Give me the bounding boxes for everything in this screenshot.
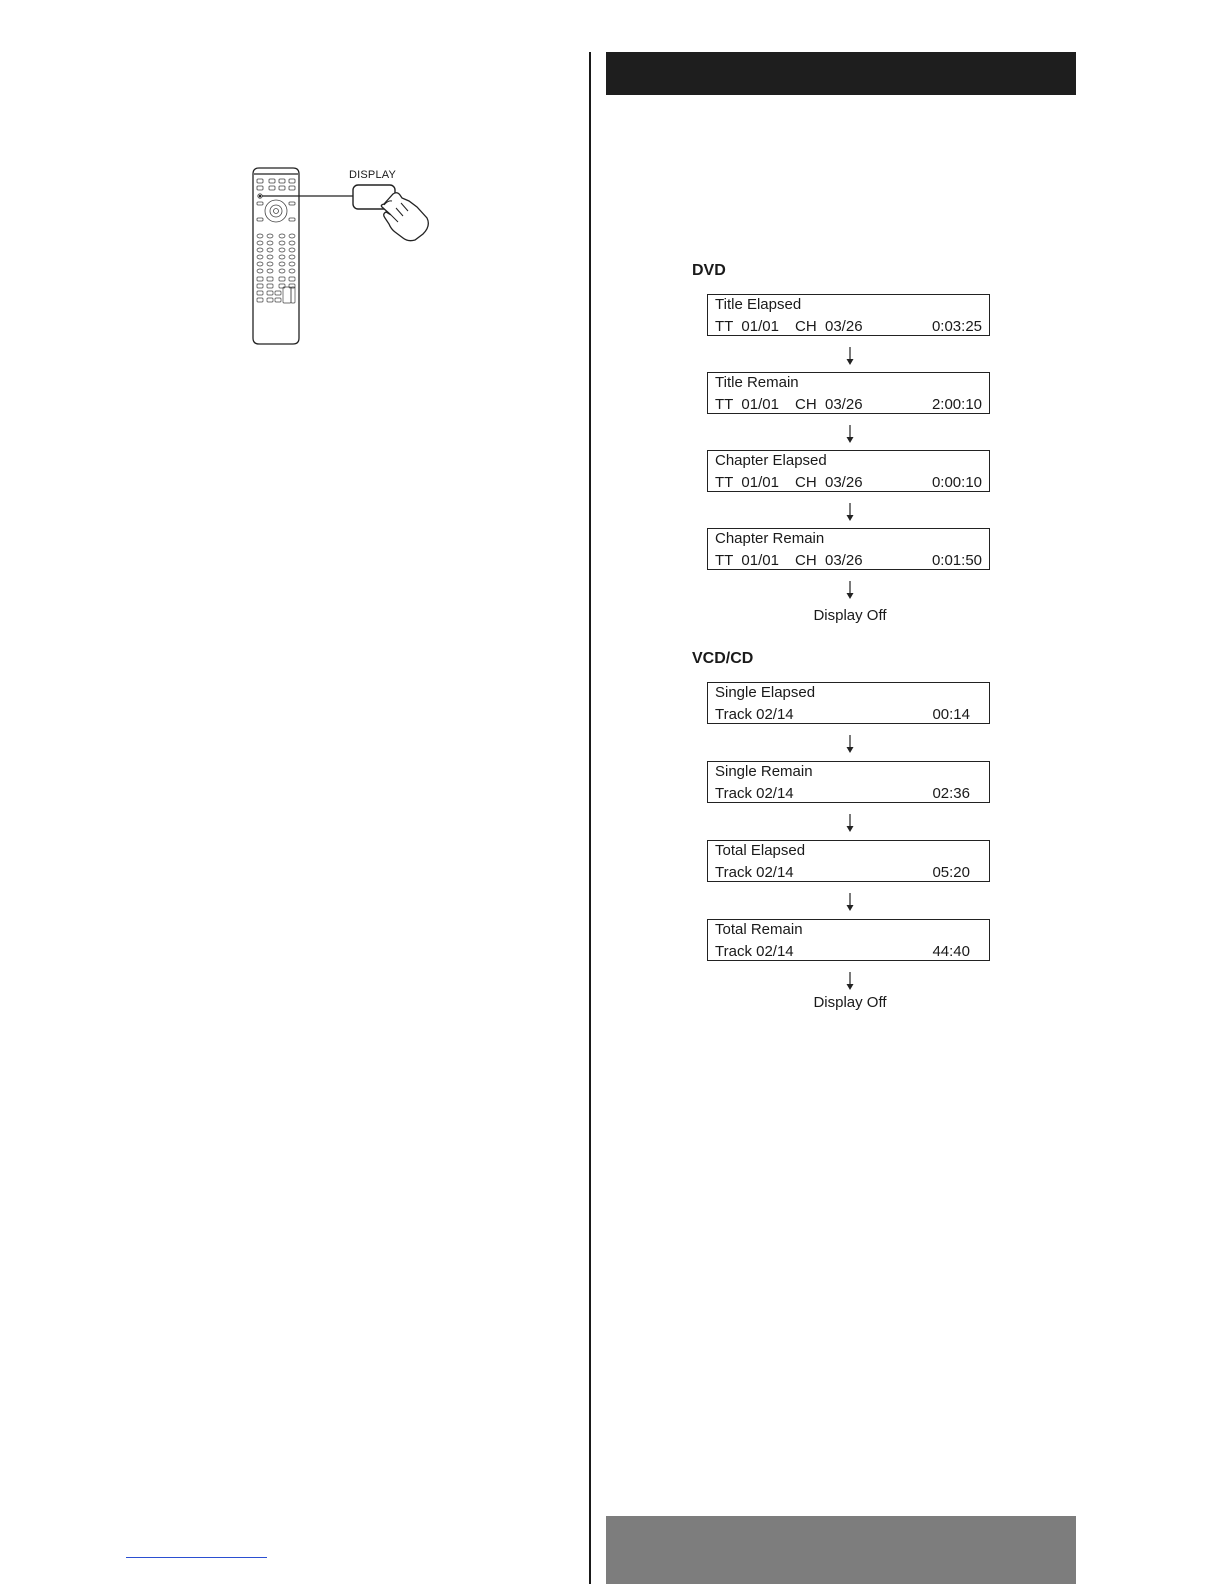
dvd-display-box-title-elapsed: [707, 294, 990, 336]
time-readout: 02:36: [932, 785, 970, 802]
vcd-cd-heading: VCD/CD: [692, 650, 754, 667]
down-arrow-icon: [844, 892, 856, 912]
footer-link-underline: [126, 1557, 267, 1558]
time-readout: 0:03:25: [931, 318, 982, 335]
display-mode-label: Title Remain: [715, 374, 799, 391]
chapter-counter: CH 03/26: [795, 474, 863, 491]
chapter-counter: CH 03/26: [795, 552, 863, 569]
time-readout: 05:20: [932, 864, 970, 881]
chapter-counter: CH 03/26: [795, 396, 863, 413]
title-counter: TT 01/01: [715, 552, 779, 569]
down-arrow-icon: [844, 502, 856, 522]
down-arrow-icon: [844, 346, 856, 366]
display-mode-label: Chapter Remain: [715, 530, 825, 547]
dvd-display-box-chapter-elapsed: [707, 450, 990, 492]
display-mode-label: Total Elapsed: [715, 842, 806, 859]
time-readout: 44:40: [932, 943, 970, 960]
track-counter: Track 02/14: [715, 864, 794, 881]
down-arrow-icon: [844, 734, 856, 754]
vcd-display-box-single-remain: [707, 761, 990, 803]
title-counter: TT 01/01: [715, 396, 779, 413]
display-button-label: DISPLAY: [349, 169, 397, 181]
display-mode-label: Single Remain: [715, 763, 813, 780]
track-counter: Track 02/14: [715, 706, 794, 723]
footer-bar: [606, 1516, 1076, 1584]
dvd-heading: DVD: [692, 262, 726, 279]
time-readout: 0:00:10: [931, 474, 982, 491]
down-arrow-icon: [844, 813, 856, 833]
chapter-counter: CH 03/26: [795, 318, 863, 335]
dvd-display-box-title-remain: [707, 372, 990, 414]
time-readout: 00:14: [932, 706, 970, 723]
title-counter: TT 01/01: [715, 474, 779, 491]
title-counter: TT 01/01: [715, 318, 779, 335]
dvd-display-off-label: Display Off: [813, 607, 887, 624]
remote-control-illustration: [245, 160, 445, 350]
down-arrow-icon: [844, 971, 856, 991]
display-mode-label: Total Remain: [715, 921, 803, 938]
time-readout: 0:01:50: [931, 552, 982, 569]
down-arrow-icon: [844, 424, 856, 444]
vcd-display-box-single-elapsed: [707, 682, 990, 724]
vcd-display-off-label: Display Off: [813, 994, 887, 1011]
display-mode-label: Single Elapsed: [715, 684, 816, 701]
vcd-display-box-total-elapsed: [707, 840, 990, 882]
track-counter: Track 02/14: [715, 785, 794, 802]
section-header-bar: [606, 52, 1076, 95]
column-divider: [589, 52, 591, 1584]
vcd-display-box-total-remain: [707, 919, 990, 961]
display-mode-label: Chapter Elapsed: [715, 452, 827, 469]
down-arrow-icon: [844, 580, 856, 600]
time-readout: 2:00:10: [931, 396, 982, 413]
display-mode-label: Title Elapsed: [715, 296, 802, 313]
track-counter: Track 02/14: [715, 943, 794, 960]
dvd-display-box-chapter-remain: [707, 528, 990, 570]
